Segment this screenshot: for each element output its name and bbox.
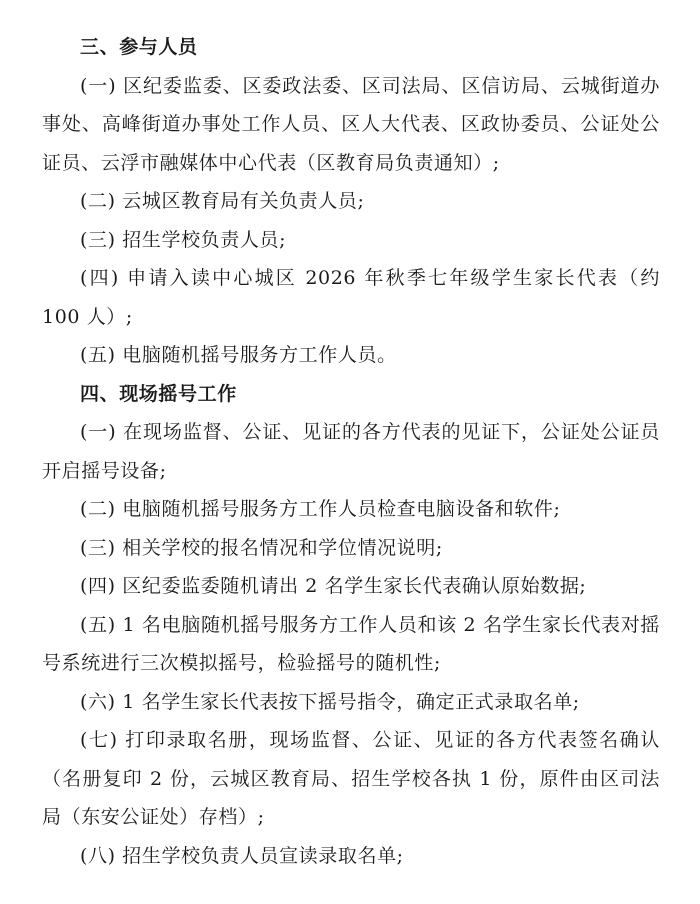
section-4-item-4: (四) 区纪委监委随机请出 2 名学生家长代表确认原始数据;: [80, 575, 587, 597]
section-4-item-7: (七) 打印录取名册，现场监督、公证、见证的各方代表签名确认（名册复印 2 份，云城区教育局、招生学校各执 1 份，原件由区司法局（东安公证处）存档）;: [42, 729, 660, 828]
section-4-item-3: (三) 相关学校的报名情况和学位情况说明;: [80, 536, 443, 559]
section-3-heading: 三、参与人员: [80, 36, 198, 58]
section-4-item-2: (二) 电脑随机摇号服务方工作人员检查电脑设备和软件;: [80, 498, 561, 520]
section-4-item-1: (一) 在现场监督、公证、见证的各方代表的见证下，公证处公证员开启摇号设备;: [42, 421, 660, 482]
section-4-item-8: (八) 招生学校负责人员宣读录取名单;: [80, 844, 404, 867]
section-3-item-4: (四) 申请入读中心城区 2026 年秋季七年级学生家长代表（约 100 人）;: [42, 267, 660, 328]
section-3-item-3: (三) 招生学校负责人员;: [80, 228, 287, 251]
section-3-item-1: (一) 区纪委监委、区委政法委、区司法局、区信访局、云城街道办事处、高峰街道办事处工作人员、区人大代表、区政协委员、公证处公证员、云浮市融媒体中心代表（区教育局负责通知）;: [42, 74, 660, 174]
document-page: [42, 28, 660, 875]
section-4-heading: 四、现场摇号工作: [80, 382, 237, 405]
section-3-item-5: (五) 电脑随机摇号服务方工作人员。: [80, 344, 397, 366]
section-4-item-6: (六) 1 名学生家长代表按下摇号指令，确定正式录取名单;: [80, 690, 580, 713]
section-4-item-5: (五) 1 名电脑随机摇号服务方工作人员和该 2 名学生家长代表对摇号系统进行三次模拟摇号，检验摇号的随机性;: [42, 613, 660, 674]
section-3-item-2: (二) 云城区教育局有关负责人员;: [80, 190, 365, 212]
